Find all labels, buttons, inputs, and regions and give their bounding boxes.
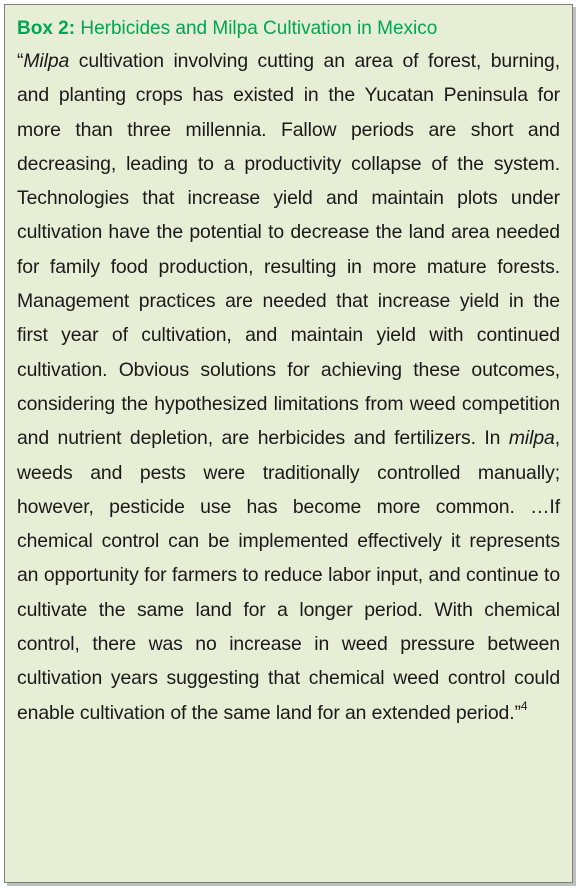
milpa-term: Milpa [23, 50, 70, 72]
box-quote [17, 44, 560, 730]
box-title-text: Herbicides and Milpa Cultivation in Mexico [80, 18, 438, 39]
text-box [4, 4, 573, 883]
footnote-reference: 4 [520, 699, 528, 714]
box-title [17, 16, 560, 42]
box-label: Box 2: [17, 18, 76, 39]
quote-text-part-2: , weeds and pests were traditionally controlled manually; however, pesticide use has become more common. …If chemical control can be implemented effectively it represents an opportunity for farmers to reduce labor input, and continue to cultivate the same land for a longer period. With chemical control, there was no increase in weed pressure between cultivation years suggesting that chemical weed control could enable cultivation of the same land for an extended period. [17, 427, 560, 724]
milpa-term-second: milpa [508, 427, 555, 450]
quote-text-part-1: cultivation involving cutting an area of forest, burning, and planting crops has existed in the Yucatan Peninsula for more than three millennia. Fallow periods are short and decreasing, leading to a productivity collapse of the system. Technologies that increase yield and maintain plots under cultivation have the potential to decrease the land area needed for family food production, resulting in more mature forests. Management practices are needed that increase yield in the first year of cultivation, and maintain yield with continued cultivation. Obvious solutions for achieving these outcomes, considering the hypothesized limitations from weed competition and nutrient depletion, are herbicides and fertilizers. In [17, 50, 560, 450]
quote-open-mark: “ [17, 50, 24, 72]
quote-close-mark: ” [514, 701, 521, 724]
